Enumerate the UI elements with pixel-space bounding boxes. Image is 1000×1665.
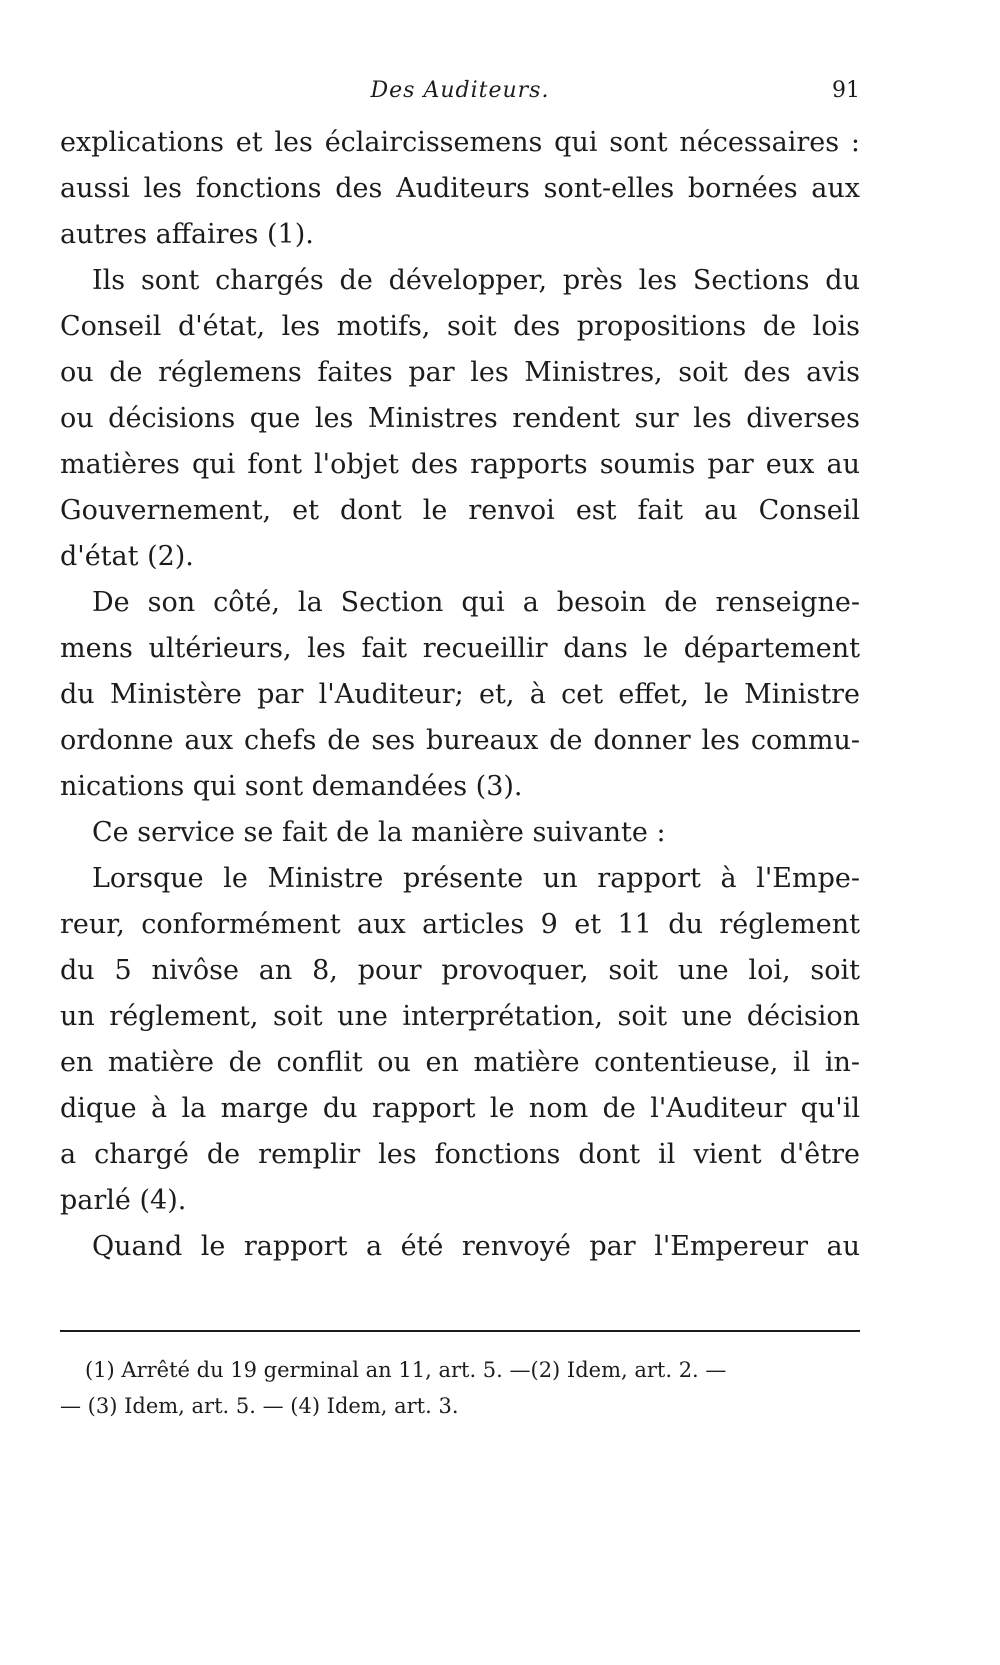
text-line: aussi les fonctions des Auditeurs sont-elles bornées aux [60,173,860,204]
footnote-line: — (3) Idem, art. 5. — (4) Idem, art. 3. [60,1394,459,1418]
text-line: De son côté, la Section qui a besoin de renseigne- [92,587,860,618]
text-line: ordonne aux chefs de ses bureaux de donner les commu- [60,725,860,756]
footnote-line: (1) Arrêté du 19 germinal an 11, art. 5. —(2) Idem, art. 2. — [85,1358,727,1382]
text-line: mens ultérieurs, les fait recueillir dans le département [60,633,860,664]
text-line: Lorsque le Ministre présente un rapport à l'Empe- [92,863,860,894]
text-line: d'état (2). [60,541,194,572]
text-line: ou décisions que les Ministres rendent sur les diverses [60,403,860,434]
text-line: en matière de conflit ou en matière contentieuse, il in- [60,1047,860,1078]
running-head [60,78,860,114]
text-line: nications qui sont demandées (3). [60,771,523,802]
text-line: a chargé de remplir les fonctions dont il vient d'être [60,1139,860,1170]
text-line: du Ministère par l'Auditeur; et, à cet effet, le Ministre [60,679,860,710]
text-line: un réglement, soit une interprétation, soit une décision [60,1001,860,1032]
text-line: Gouvernement, et dont le renvoi est fait au Conseil [60,495,860,526]
text-line: explications et les éclaircissemens qui sont nécessaires : [60,127,860,158]
text-line: reur, conformément aux articles 9 et 11 du réglement [60,909,860,940]
text-line: matières qui font l'objet des rapports soumis par eux au [60,449,860,480]
text-line: Ils sont chargés de développer, près les Sections du [92,265,860,296]
text-line: Ce service se fait de la manière suivante : [92,817,666,848]
text-line: autres affaires (1). [60,219,314,250]
text-line: du 5 nivôse an 8, pour provoquer, soit une loi, soit [60,955,860,986]
footnote-rule [60,1330,860,1332]
text-line: ou de réglemens faites par les Ministres, soit des avis [60,357,860,388]
footnotes [60,1352,860,1424]
text-line: Quand le rapport a été renvoyé par l'Empereur au [92,1231,860,1262]
page-number: 91 [832,78,860,103]
text-line: Conseil d'état, les motifs, soit des propositions de lois [60,311,860,342]
running-title: Des Auditeurs. [370,78,550,103]
text-line: dique à la marge du rapport le nom de l'Auditeur qu'il [60,1093,860,1124]
body-text [60,120,860,1270]
text-line: parlé (4). [60,1185,187,1216]
